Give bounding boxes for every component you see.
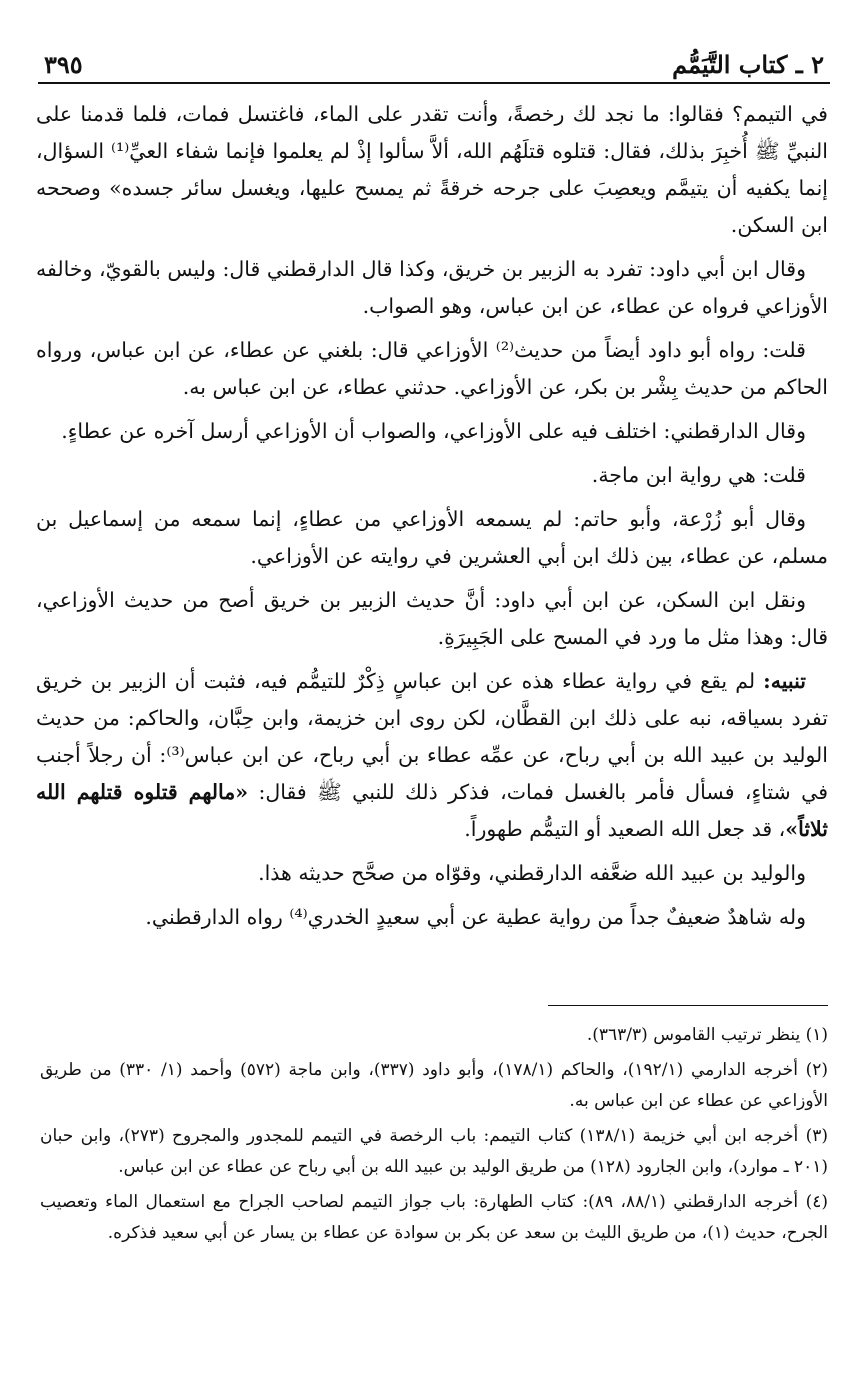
paragraph: قلت: هي رواية ابن ماجة. (591, 463, 806, 487)
footnote-separator (548, 1005, 828, 1006)
note-label: تنبيه: (763, 669, 806, 693)
chapter-title: ٢ ـ كتاب التَّيَمُّم (672, 50, 824, 79)
footnote: (٢) أخرجه الدارمي (١٩٢/١)، والحاكم (١٧٨/١)، وأبو داود (٣٣٧)، وابن ماجة (٥٧٢) وأحمد (١/ ٣٣٠) من طريق الأوزاعي عن عطاء عن ابن عباس به. (40, 1060, 829, 1111)
footnote: (١) ينظر ترتيب القاموس (٣٦٣/٣). (586, 1025, 828, 1045)
hadith-quote: «مالهم قتلوه قتلهم الله ثلاثاً» (36, 780, 828, 841)
page-header (38, 44, 830, 84)
footnote: (٤) أخرجه الدارقطني (٨٨/١، ٨٩): كتاب الطهارة: باب جواز التيمم لصاحب الجراح مع استعمال الماء وتعصيب الجرح، حديث (١)، من طريق الليث بن سعد عن بكر بن سوادة عن عطاء بن يسار عن أبي سعيد فذكره. (40, 1192, 829, 1243)
footnotes (40, 1020, 828, 1253)
paragraph: وقال أبو زُرْعة، وأبو حاتم: لم يسمعه الأوزاعي من عطاءٍ، إنما سمعه من إسماعيل بن مسلم، عن عطاء، بين ذلك ابن أبي العشرين في روايته عن الأوزاعي. (36, 507, 828, 568)
paragraph-text: ، قد جعل الله الصعيد أو التيمُّم طهوراً. (464, 817, 786, 841)
paragraph: وقال الدارقطني: اختلف فيه على الأوزاعي، والصواب أن الأوزاعي أرسل آخره عن عطاءٍ. (61, 419, 806, 443)
paragraph: ونقل ابن السكن، عن ابن أبي داود: أنَّ حديث الزبير بن خريق أصح من حديث الأوزاعي، قال: وهذا مثل ما ورد في المسح على الجَبِيرَةِ. (36, 588, 828, 649)
page-number: ٣٩٥ (44, 50, 83, 79)
paragraph: قلت: رواه أبو داود أيضاً من حديث⁽²⁾ الأوزاعي قال: بلغني عن عطاء، عن ابن عباس، ورواه الحاكم من حديث بِشْر بن بكر، عن الأوزاعي. حدثني عطاء، عن ابن عباس به. (36, 338, 828, 399)
paragraph: وله شاهدٌ ضعيفٌ جداً من رواية عطية عن أبي سعيدٍ الخدري⁽⁴⁾ رواه الدارقطني. (145, 905, 806, 929)
note-paragraph (36, 663, 828, 848)
main-text (36, 96, 828, 943)
paragraph: في التيمم؟ فقالوا: ما نجد لك رخصةً، وأنت تقدر على الماء، فاغتسل فمات، فلما قدمنا على النبيِّ ﷺ أُخبِرَ بذلك، فقال: قتلوه قتلَهُم الله، ألاَّ سألوا إذْ لم يعلموا فإنما شفاء العيِّ⁽¹⁾ السؤال، إنما يكفيه أن يتيمَّم ويعصِبَ على جرحه خرقةً ثم يمسح عليها، ويغسل سائر جسده» وصححه ابن السكن. (36, 102, 828, 237)
paragraph: والوليد بن عبيد الله ضعَّفه الدارقطني، وقوّاه من صحَّح حديثه هذا. (258, 861, 806, 885)
paragraph-text: لم يقع في رواية عطاء هذه عن ابن عباسٍ ذِكْرٌ للتيمُّم فيه، فثبت أن الزبير بن خريق تفرد بسياقه، نبه على ذلك ابن القطَّان، لكن روى ابن خزيمة، وابن حِبَّان، والحاكم: من حديث الوليد بن عبيد الله بن أبي رباح، عن عمِّه عطاء بن أبي رباح، عن ابن عباس⁽³⁾: أن رجلاً أجنب في شتاءٍ، فسأل فأمر بالغسل فمات، فذكر ذلك للنبي ﷺ فقال: (36, 669, 828, 804)
footnote: (٣) أخرجه ابن أبي خزيمة (١٣٨/١) كتاب التيمم: باب الرخصة في التيمم للمجدور والمجروح (٢٧٣)، وابن حبان (٢٠١ ـ موارد)، وابن الجارود (١٢٨) من طريق الوليد بن عبيد الله بن أبي رباح عن عطاء عن ابن عباس. (40, 1126, 828, 1177)
paragraph: وقال ابن أبي داود: تفرد به الزبير بن خريق، وكذا قال الدارقطني قال: وليس بالقويّ، وخالفه الأوزاعي فرواه عن عطاء، عن ابن عباس، وهو الصواب. (36, 257, 828, 318)
